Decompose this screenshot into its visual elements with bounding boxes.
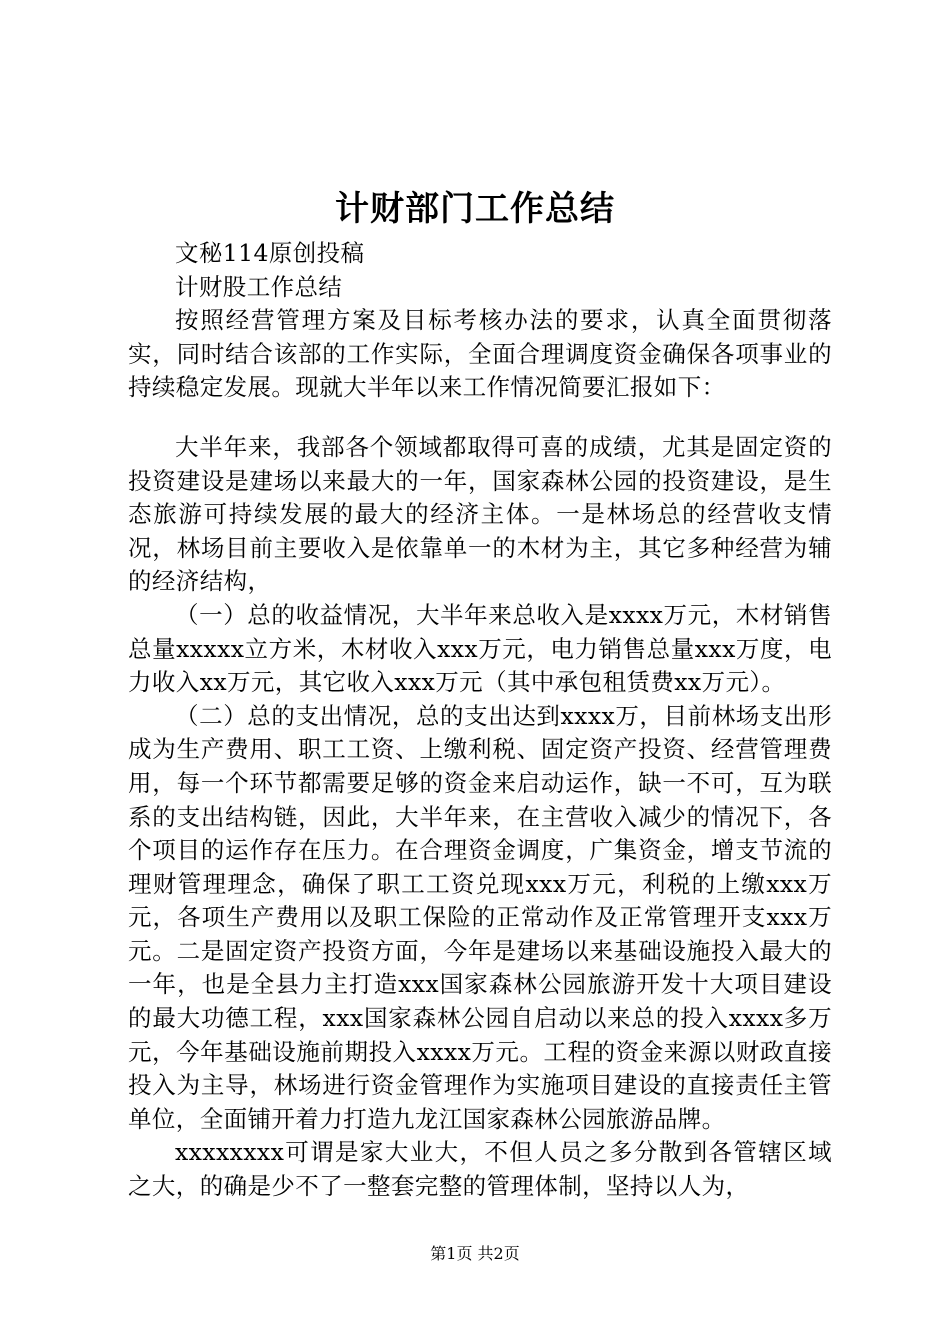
source-line: 文秘114原创投稿 <box>175 239 365 267</box>
document-body <box>128 237 832 1204</box>
paragraph-overview: 大半年来，我部各个领域都取得可喜的成绩，尤其是固定资的投资建设是建场以来最大的一年，国家森林公园的投资建设，是生态旅游可持续发展的最大的经济主体。一是林场总的经营收支情况，林场目前主要收入是依靠单一的木材为主，其它多种经营为辅的经济结构， <box>128 432 832 596</box>
subtitle-line: 计财股工作总结 <box>175 272 343 301</box>
paragraph-management: xxxxxxxx可谓是家大业大，不但人员之多分散到各管辖区域之大，的确是少不了一整套完整的管理体制，坚持以人为， <box>128 1138 832 1201</box>
paragraph-intro: 按照经营管理方案及目标考核办法的要求，认真全面贯彻落实，同时结合该部的工作实际，全面合理调度资金确保各项事业的持续稳定发展。现就大半年以来工作情况简要汇报如下： <box>128 306 832 402</box>
paragraph-gap <box>128 405 832 431</box>
paragraph-income: （一）总的收益情况，大半年来总收入是xxxx万元，木材销售总量xxxxx立方米，木材收入xxx万元，电力销售总量xxx万度，电力收入xx万元，其它收入xxx万元（其中承包租赁费xx万元）。 <box>128 600 832 697</box>
paragraph-expenditure: （二）总的支出情况，总的支出达到xxxx万，目前林场支出形成为生产费用、职工工资、上缴利税、固定资产投资、经营管理费用，每一个环节都需要足够的资金来启动运作，缺一不可，互为联系的支出结构链，因此，大半年来，在主营收入减少的情况下，各个项目的运作存在压力。在合理资金调度，广集资金，增支节流的理财管理理念，确保了职工工资兑现xxx万元，利税的上缴xxx万元，各项生产费用以及职工保险的正常动作及正常管理开支xxx万元。二是固定资产投资方面，今年是建场以来基础设施投入最大的一年，也是全县力主打造xxx国家森林公园旅游开发十大项目建设的最大功德工程，xxx国家森林公园自启动以来总的投入xxxx多万元，今年基础设施前期投入xxxx万元。工程的资金来源以财政直接投入为主导，林场进行资金管理作为实施项目建设的直接责任主管单位，全面铺开着力打造九龙江国家森林公园旅游品牌。 <box>128 701 832 1133</box>
page-footer: 第1页 共2页 <box>430 1244 520 1263</box>
document-title: 计财部门工作总结 <box>335 189 615 229</box>
